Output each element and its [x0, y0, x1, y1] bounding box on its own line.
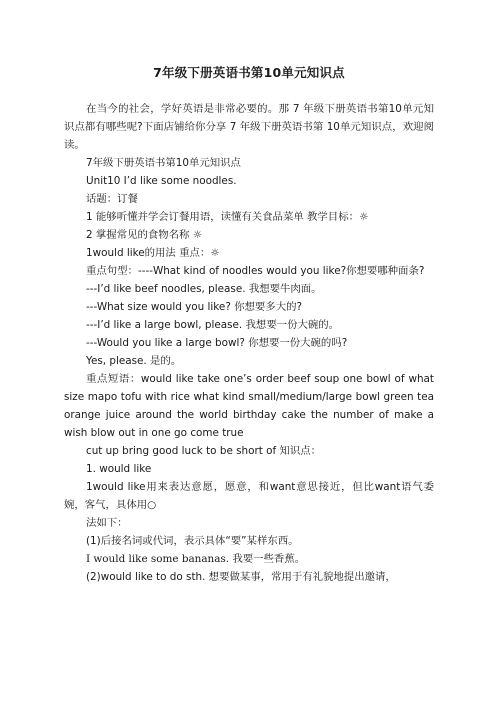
section-heading: 7年级下册英语书第10单元知识点 [86, 157, 241, 169]
key-phrases-continued: cut up bring good luck to be short of 知识点： [86, 445, 322, 457]
knowledge-point-heading: 1. would like [86, 463, 152, 475]
document-title: 7年级下册英语书第10单元知识点 [153, 65, 345, 80]
key-sentence-line: 重点句型：----What kind of noodles would you like?你想要哪种面条? [86, 265, 425, 277]
dialogue-line: ---I’d like beef noodles, please. 我想要牛肉面。 [86, 283, 322, 295]
unit-title: Unit10 I’d like some noodles. [86, 175, 237, 187]
usage-line: 法如下： [86, 517, 128, 529]
dialogue-line: ---I’d like a large bowl, please. 我想要一份大碗的。 [86, 319, 340, 331]
dialogue-line: ---What size would you like? 你想要多大的? [86, 301, 302, 313]
usage-rule-1: (1)后接名词或代词，表示具体“要”某样东西。 [86, 535, 299, 547]
key-phrases-paragraph: 重点短语：would like take one’s order beef soup one bowl of what size mapo tofu with rice what kind small/medium/large bowl green tea orange juice around the world birthday cake the number of make a wish blow out in one go come true [64, 373, 434, 439]
topic-line: 话题：订餐 [86, 193, 138, 205]
usage-paragraph: 1would like用来表达意愿，愿意，和want意思接近，但比want语气委婉，客气，具体用○ [64, 481, 434, 511]
example-sentence: I would like some bananas. 我要一些香蕉。 [86, 553, 306, 565]
key-point-line: 1would like的用法 重点：☼ [86, 247, 220, 259]
goal-line-1: 1 能够听懂并学会订餐用语，读懂有关食品菜单 教学目标：☼ [86, 211, 369, 223]
dialogue-line: ---Would you like a large bowl? 你想要一份大碗的吗? [86, 337, 348, 349]
intro-paragraph: 在当今的社会，学好英语是非常必要的。那 7 年级下册英语书第10单元知识点都有哪些呢?下面店铺给你分享 7 年级下册英语书第 10单元知识点，欢迎阅读。 [64, 103, 434, 151]
dialogue-line: Yes, please. 是的。 [86, 355, 182, 367]
goal-line-2: 2 掌握常见的食物名称 ☼ [86, 229, 203, 241]
usage-rule-2: (2)would like to do sth. 想要做某事，常用于有礼貌地提出邀请， [86, 571, 396, 583]
